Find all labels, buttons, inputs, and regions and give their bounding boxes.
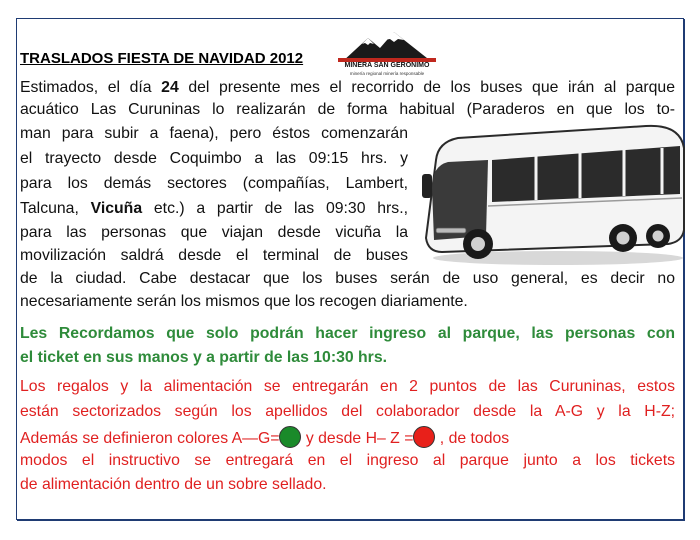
paragraph3-line-2: están sectorizados según los apellidos del colaborador desde la A-G y la H-Z; xyxy=(20,403,675,420)
paragraph1-line-5: para los demás sectores (compañías, Lambert, xyxy=(20,175,408,192)
paragraph1-line-1: Estimados, el día 24 del presente mes el recorrido de los buses que irán al parque xyxy=(20,79,675,96)
document-title: TRASLADOS FIESTA DE NAVIDAD 2012 xyxy=(20,50,304,67)
paragraph3-line-5: de alimentación dentro de un sobre sellado. xyxy=(20,476,327,493)
paragraph1-line-10: necesariamente serán los mismos que los recogen diariamente. xyxy=(20,293,468,310)
paragraph3-line-4: modos el instructivo se entregará en el ingreso al parque junto a los tickets xyxy=(20,452,675,469)
paragraph3-line-1: Los regalos y la alimentación se entregarán en 2 puntos de las Curuninas, estos xyxy=(20,378,675,395)
paragraph1-line-6: Talcuna, Vicuña etc.) a partir de las 09:30 hrs., xyxy=(20,200,408,217)
red-color-dot xyxy=(413,426,435,448)
paragraph1-line-2: acuático Las Curuninas lo realizarán de forma habitual (Paraderos en que los to- xyxy=(20,101,675,118)
paragraph2-line-2: el ticket en sus manos y a partir de las 10:30 hrs. xyxy=(20,349,388,366)
paragraph1-line-8: movilización saldrá desde el terminal de buses xyxy=(20,247,408,264)
logo-tagline: minería regional minería responsable xyxy=(349,71,425,76)
paragraph1-line-7: para las personas que viajan desde vicuña la xyxy=(20,224,408,241)
paragraph1-line-9: de la ciudad. Cabe destacar que los buses serán de uso general, es decir no xyxy=(20,270,675,287)
bus-illustration xyxy=(418,118,688,268)
paragraph1-line-3: man para subir a faena), pero éstos comenzarán xyxy=(20,125,408,142)
green-color-dot xyxy=(279,426,301,448)
paragraph3-line-3: Además se definieron colores A—G= y desde H– Z = , de todos xyxy=(20,426,675,450)
paragraph2-line-1: Les Recordamos que solo podrán hacer ingreso al parque, las personas con xyxy=(20,325,675,342)
logo-name: MINERA SAN GERONIMO xyxy=(344,62,430,69)
paragraph1-line-4: el trayecto desde Coquimbo a las 09:15 hrs. y xyxy=(20,150,408,167)
